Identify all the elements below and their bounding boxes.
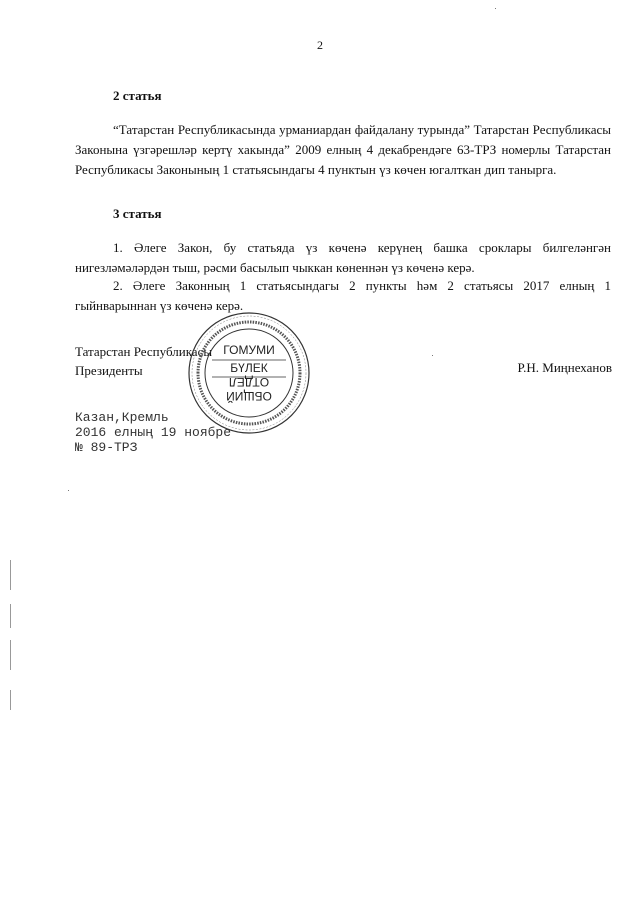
issue-place: Казан,Кремль (75, 410, 169, 425)
scan-speck (495, 8, 496, 9)
law-number: № 89-ТРЗ (75, 440, 138, 455)
signatory-title-line-2: Президенты (75, 363, 143, 378)
scan-speck (68, 490, 69, 491)
article-3-heading: 3 статья (113, 206, 162, 221)
scan-margin-mark (10, 604, 11, 628)
stamp-line-4: ОТДЕЛ (228, 375, 270, 389)
scan-margin-mark (10, 690, 11, 710)
issue-details (75, 410, 231, 455)
stamp-line-2: БҮЛЕК (230, 361, 268, 375)
scan-speck (432, 355, 433, 356)
scan-margin-mark (10, 560, 11, 590)
issue-date: 2016 елның 19 ноябре (75, 425, 232, 440)
stamp-line-1: ГОМУМИ (223, 343, 275, 357)
article-3-item-2: 2. Әлеге Законның 1 статьясындагы 2 пункты һәм 2 статьясы 2017 елның 1 гыйнварыннан үз көченә керә. (75, 278, 611, 313)
stamp-line-3: ОБЩИЙ (226, 389, 272, 403)
article-3-item-1: 1. Әлеге Закон, бу статьяда үз көченә керүнең башка сроклары билгеләнгән нигезләмәләрдән тыш, рәсми басылып чыккан көненнән үз көченә керә. (75, 240, 611, 275)
signatory-name: Р.Н. Миңнеханов (517, 360, 612, 375)
page-number: 2 (317, 38, 323, 52)
signatory-title-line-1: Татарстан Республикасы (75, 344, 213, 359)
article-2-heading: 2 статья (113, 88, 162, 103)
article-2-text: “Татарстан Республикасында урманиардан файдалану турында” Татарстан Республикасы Законына үзгәрешләр кертү хакында” 2009 елның 4 декабрендәге 63-ТРЗ номерлы Татарстан Республикасы Законының 1 статьясындагы 4 пунктын үз көчен югалткан дип танырга. (75, 122, 611, 177)
scan-margin-mark (10, 640, 11, 670)
